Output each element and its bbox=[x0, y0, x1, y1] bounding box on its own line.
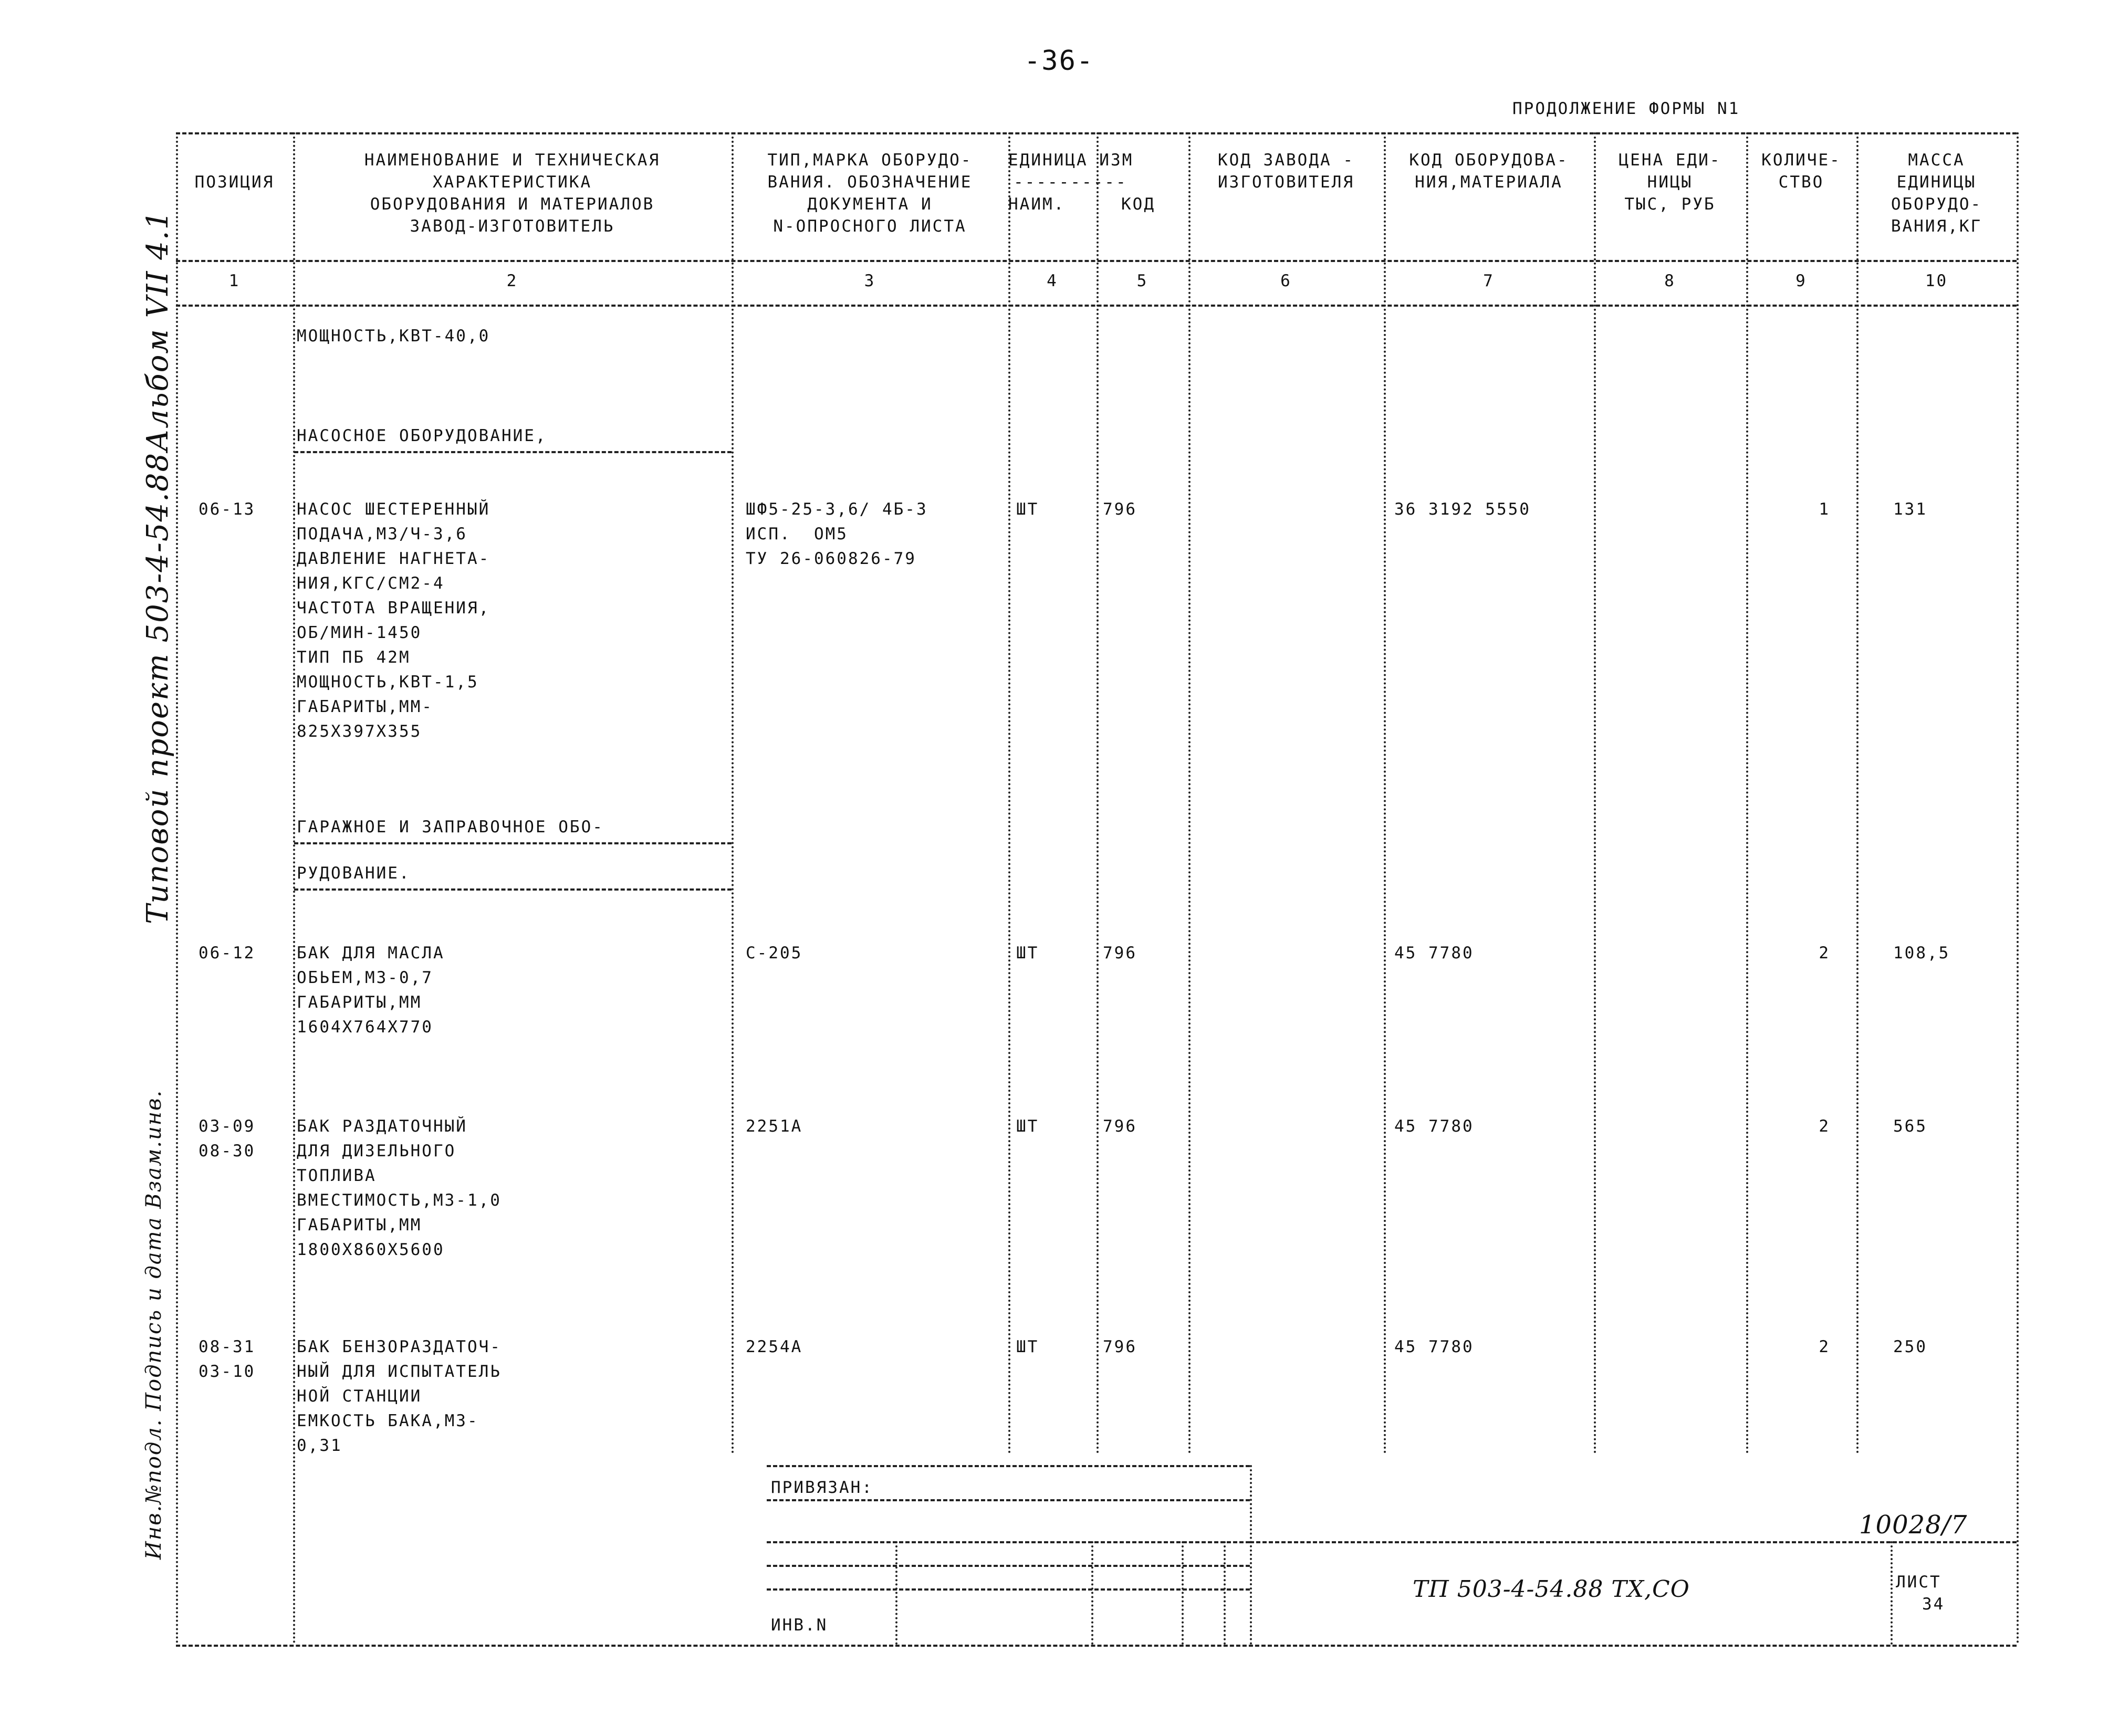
row-name: ГАБАРИТЫ,ММ bbox=[297, 1216, 422, 1235]
row-name: 0,31 bbox=[297, 1436, 342, 1455]
right-border bbox=[2017, 132, 2019, 1645]
row-quantity: 2 bbox=[1819, 1117, 1830, 1136]
col-header-3: ТИП,МАРКА ОБОРУДО- bbox=[767, 151, 973, 170]
col-header-10: ОБОРУДО- bbox=[1891, 195, 1982, 214]
column-rule-9 bbox=[1856, 132, 1859, 1455]
row-name: ТИП ПБ 42М bbox=[297, 648, 411, 667]
row-mass: 108,5 bbox=[1893, 944, 1950, 963]
row-type: 2251А bbox=[746, 1117, 803, 1136]
row-name: ПОДАЧА,М3/Ч-3,6 bbox=[297, 525, 467, 543]
col-number-2: 2 bbox=[506, 271, 518, 290]
stamp-rule bbox=[767, 1541, 1250, 1543]
row-equipment-code: 45 7780 bbox=[1394, 1117, 1474, 1136]
page-number: -36- bbox=[1024, 45, 1094, 77]
row-type: 2254А bbox=[746, 1337, 803, 1356]
col-header-10: МАССА bbox=[1908, 151, 1965, 170]
col-header-10: ВАНИЯ,КГ bbox=[1891, 217, 1982, 236]
col-header-4-sub: НАИМ. bbox=[1008, 195, 1066, 214]
col-number-9: 9 bbox=[1795, 271, 1807, 290]
col-header-1: ПОЗИЦИЯ bbox=[194, 173, 275, 192]
col-number-7: 7 bbox=[1483, 271, 1495, 290]
row-quantity: 2 bbox=[1819, 1337, 1830, 1356]
row-name: ЕМКОСТЬ БАКА,М3- bbox=[297, 1411, 479, 1430]
row-name: ДЛЯ ДИЗЕЛЬНОГО bbox=[297, 1142, 456, 1160]
row-quantity: 2 bbox=[1819, 944, 1830, 963]
row-name: ЧАСТОТА ВРАЩЕНИЯ, bbox=[297, 599, 490, 618]
col-number-4: 4 bbox=[1047, 271, 1058, 290]
row-name: РУДОВАНИЕ. bbox=[297, 864, 411, 883]
row-name: ГАРАЖНОЕ И ЗАПРАВОЧНОЕ ОБО- bbox=[297, 818, 604, 836]
document-title: ТП 503-4-54.88 ТХ,СО bbox=[1413, 1576, 1690, 1603]
row-unit-code: 796 bbox=[1103, 1337, 1137, 1356]
col-number-8: 8 bbox=[1664, 271, 1676, 290]
stamp-rule bbox=[767, 1465, 1250, 1467]
row-unit: ШТ bbox=[1016, 944, 1039, 963]
row-position: 06-13 bbox=[199, 500, 256, 519]
row-name: БАК РАЗДАТОЧНЫЙ bbox=[297, 1117, 467, 1136]
column-rule-7 bbox=[1594, 132, 1596, 1455]
sheet-divider bbox=[1891, 1541, 1893, 1645]
table-bottom-rule bbox=[176, 1645, 2017, 1647]
row-mass: 131 bbox=[1893, 500, 1927, 519]
row-type: ШФ5-25-3,6/ 4Б-3 bbox=[746, 500, 928, 519]
col-header-9: КОЛИЧЕ- bbox=[1761, 151, 1841, 170]
section-underline bbox=[294, 451, 732, 453]
row-mass: 565 bbox=[1893, 1117, 1927, 1136]
row-name: МОЩНОСТЬ,КВТ-40,0 bbox=[297, 327, 490, 346]
row-unit-code: 796 bbox=[1103, 1117, 1137, 1136]
col-header-9: СТВО bbox=[1778, 173, 1824, 192]
col-header-2: ЗАВОД-ИЗГОТОВИТЕЛЬ bbox=[410, 217, 615, 236]
row-unit-code: 796 bbox=[1103, 944, 1137, 963]
col-header-3: ВАНИЯ. ОБОЗНАЧЕНИЕ bbox=[767, 173, 973, 192]
row-type: С-205 bbox=[746, 944, 803, 963]
row-name: НИЯ,КГС/СМ2-4 bbox=[297, 574, 445, 593]
stamp-rule bbox=[767, 1565, 1250, 1567]
row-unit: ШТ bbox=[1016, 500, 1039, 519]
section-underline bbox=[294, 888, 732, 891]
column-rule-2 bbox=[732, 132, 734, 1455]
row-name: 1800Х860Х5600 bbox=[297, 1240, 445, 1259]
col-header-8: ТЫС, РУБ bbox=[1624, 195, 1716, 214]
left-border bbox=[176, 132, 178, 1645]
row-name: ВМЕСТИМОСТЬ,М3-1,0 bbox=[297, 1191, 502, 1210]
row-name: ДАВЛЕНИЕ НАГНЕТА- bbox=[297, 549, 490, 568]
stamp-rule bbox=[767, 1588, 1250, 1591]
col-header-4-rule: ---------- bbox=[1014, 173, 1127, 192]
row-name: ТОПЛИВА bbox=[297, 1166, 377, 1185]
album-label: Альбом VII 4.1 bbox=[141, 210, 175, 452]
row-name: БАК БЕНЗОРАЗДАТОЧ- bbox=[297, 1337, 502, 1356]
row-position: 08-30 bbox=[199, 1142, 256, 1160]
row-name: МОЩНОСТЬ,КВТ-1,5 bbox=[297, 673, 479, 692]
row-name: НОЙ СТАНЦИИ bbox=[297, 1387, 422, 1406]
row-type: ИСП. ОМ5 bbox=[746, 525, 848, 543]
stamp-side-label: Инв.№подл. Подпись и дата Взам.инв. bbox=[142, 1089, 166, 1560]
row-unit: ШТ bbox=[1016, 1337, 1039, 1356]
row-position: 06-12 bbox=[199, 944, 256, 963]
row-unit: ШТ bbox=[1016, 1117, 1039, 1136]
sheet-number: 34 bbox=[1922, 1595, 1945, 1614]
doc-number: 10028/7 bbox=[1859, 1510, 1968, 1540]
row-type: ТУ 26-060826-79 bbox=[746, 549, 916, 568]
row-mass: 250 bbox=[1893, 1337, 1927, 1356]
column-rule-4 bbox=[1097, 132, 1099, 1455]
col-number-3: 3 bbox=[864, 271, 876, 290]
stamp-rule bbox=[767, 1499, 1250, 1501]
row-equipment-code: 36 3192 5550 bbox=[1394, 500, 1531, 519]
row-name: ГАБАРИТЫ,ММ- bbox=[297, 697, 433, 716]
col-header-8: НИЦЫ bbox=[1647, 173, 1693, 192]
row-equipment-code: 45 7780 bbox=[1394, 944, 1474, 963]
col-header-6: ИЗГОТОВИТЕЛЯ bbox=[1218, 173, 1354, 192]
col-header-7: НИЯ,МАТЕРИАЛА bbox=[1415, 173, 1563, 192]
col-header-10: ЕДИНИЦЫ bbox=[1896, 173, 1977, 192]
column-rule-6 bbox=[1384, 132, 1386, 1455]
col-header-6: КОД ЗАВОДА - bbox=[1218, 151, 1354, 170]
row-position: 03-10 bbox=[199, 1362, 256, 1381]
row-name: ОБЬЕМ,М3-0,7 bbox=[297, 968, 433, 987]
continuation-label: ПРОДОЛЖЕНИЕ ФОРМЫ N1 bbox=[1512, 99, 1740, 118]
stamp-cell-rule bbox=[1224, 1541, 1226, 1645]
col-header-7: КОД ОБОРУДОВА- bbox=[1409, 151, 1569, 170]
row-equipment-code: 45 7780 bbox=[1394, 1337, 1474, 1356]
col-header-3: N-ОПРОСНОГО ЛИСТА bbox=[773, 217, 967, 236]
column-rule-8 bbox=[1746, 132, 1748, 1455]
col-header-2: ХАРАКТЕРИСТИКА bbox=[432, 173, 592, 192]
col-header-4: ЕДИНИЦА ИЗМ bbox=[1008, 151, 1134, 170]
row-name: ГАБАРИТЫ,ММ bbox=[297, 993, 422, 1012]
column-rule-5 bbox=[1188, 132, 1191, 1455]
col-header-5: КОД bbox=[1121, 195, 1155, 214]
col-header-2: ОБОРУДОВАНИЯ И МАТЕРИАЛОВ bbox=[370, 195, 655, 214]
row-name: БАК ДЛЯ МАСЛА bbox=[297, 944, 445, 963]
col-header-8: ЦЕНА ЕДИ- bbox=[1619, 151, 1721, 170]
stamp-cell-rule bbox=[895, 1541, 897, 1645]
project-label: Типовой проект 503-4-54.88 bbox=[141, 452, 175, 924]
column-rule-3 bbox=[1008, 132, 1010, 1455]
row-name: НЫЙ ДЛЯ ИСПЫТАТЕЛЬ bbox=[297, 1362, 502, 1381]
inv-label: ИНВ.N bbox=[771, 1616, 828, 1635]
col-header-2: НАИМЕНОВАНИЕ И ТЕХНИЧЕСКАЯ bbox=[364, 151, 661, 170]
row-name: НАСОСНОЕ ОБОРУДОВАНИЕ, bbox=[297, 426, 547, 445]
stamp-cell-rule bbox=[1091, 1541, 1093, 1645]
row-position: 03-09 bbox=[199, 1117, 256, 1136]
col-header-3: ДОКУМЕНТА И bbox=[807, 195, 933, 214]
sheet-label: ЛИСТ bbox=[1896, 1573, 1941, 1592]
stamp-rule-right bbox=[1250, 1541, 2017, 1543]
row-unit-code: 796 bbox=[1103, 500, 1137, 519]
col-number-10: 10 bbox=[1925, 271, 1948, 290]
col-number-5: 5 bbox=[1136, 271, 1149, 290]
section-underline bbox=[294, 842, 732, 844]
stamp-cell-rule bbox=[1182, 1541, 1184, 1645]
col-number-1: 1 bbox=[228, 271, 241, 290]
privyazan-label: ПРИВЯЗАН: bbox=[771, 1478, 873, 1497]
stamp-divider bbox=[1250, 1465, 1252, 1645]
row-name: 1604Х764Х770 bbox=[297, 1018, 433, 1037]
col-number-6: 6 bbox=[1280, 271, 1292, 290]
row-name: ОБ/МИН-1450 bbox=[297, 623, 422, 642]
row-name: 825Х397Х355 bbox=[297, 722, 422, 741]
row-name: НАСОС ШЕСТЕРЕННЫЙ bbox=[297, 500, 490, 519]
row-position: 08-31 bbox=[199, 1337, 256, 1356]
row-quantity: 1 bbox=[1819, 500, 1830, 519]
